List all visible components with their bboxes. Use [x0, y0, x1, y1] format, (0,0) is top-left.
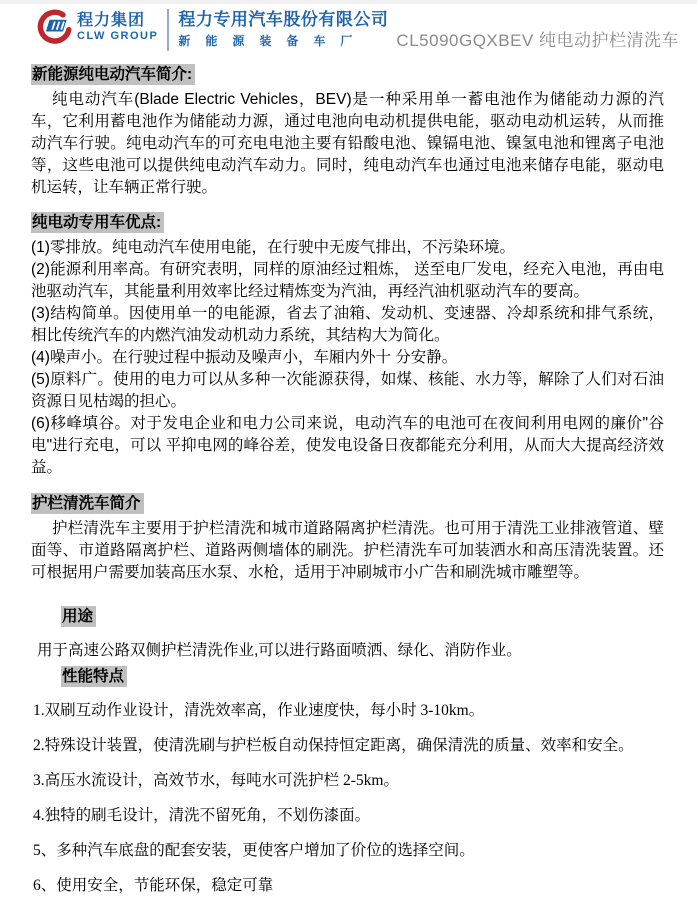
section-usage [61, 606, 664, 627]
clw-logo-icon [36, 9, 72, 45]
company-name: 程力专用汽车股份有限公司 [178, 10, 389, 29]
logo-text [77, 12, 158, 43]
section-heading-washer-intro: 护栏清洗车简介 [31, 493, 144, 514]
company-block [178, 9, 388, 49]
features-heading: 性能特点 [61, 666, 127, 687]
logo-company-short: 程力集团 [77, 11, 146, 29]
section-ev-intro [31, 64, 664, 85]
logo-group-name: CLW GROUP [77, 29, 159, 42]
product-title: CL5090GQXBEV 纯电动护栏清洗车 [396, 31, 679, 50]
feature-item-4: 4.独特的刷毛设计，清洗不留死角，不划伤漆面。 [33, 807, 371, 824]
clw-logo [36, 9, 158, 45]
advantage-item-1: (1)零排放。纯电动汽车使用电能，在行驶中无废气排出，不污染环境。 [31, 239, 515, 256]
feature-item-3: 3.高压水流设计，高效节水，每吨水可洗护栏 2-5km。 [33, 772, 399, 789]
feature-item-1: 1.双刷互动作业设计，清洗效率高，作业速度快，每小时 3-10km。 [33, 702, 485, 719]
feature-item-6: 6、使用安全，节能环保，稳定可靠 [33, 877, 274, 894]
advantage-item-2: (2)能源利用率高。有研究表明，同样的原油经过粗炼， 送至电厂发电，经充入电池，再由电池驱动汽车，其能量利用效率比经过精炼变为汽油，再经汽油机驱动汽车的要高。 [31, 261, 664, 300]
header-divider [167, 9, 169, 51]
section-washer-intro [31, 493, 664, 514]
feature-item-2: 2.特殊设计装置，使清洗刷与护栏板自动保持恒定距离，确保清洗的质量、效率和安全。 [33, 737, 634, 754]
company-subtitle: 新能源装备车厂 [178, 34, 368, 48]
usage-paragraph: 用于高速公路双侧护栏清洗作业,可以进行路面喷洒、绿化、消防作业。 [37, 642, 522, 659]
section-features [61, 666, 664, 687]
document-body [31, 64, 664, 898]
usage-heading: 用途 [61, 606, 96, 627]
advantage-item-3: (3)结构简单。因使用单一的电能源，省去了油箱、发动机、变速器、冷却系统和排气系统，相比传统汽车的内燃汽油发动机动力系统，其结构大为简化。 [31, 305, 664, 344]
advantage-item-5: (5)原料广。使用的电力可以从多种一次能源获得，如煤、核能、水力等，解除了人们对石油资源日见枯竭的担心。 [31, 371, 664, 410]
feature-item-5: 5、多种汽车底盘的配套安装，更使客户增加了价位的选择空间。 [33, 842, 475, 859]
section-heading-ev-intro: 新能源纯电动汽车简介: [31, 64, 195, 85]
advantage-item-6: (6)移峰填谷。对于发电企业和电力公司来说，电动汽车的电池可在夜间利用电网的廉价"谷电"进行充电，可以 平抑电网的峰谷差，使发电设备日夜都能充分利用，从而大大提高经济效益。 [31, 415, 664, 476]
section-advantages [31, 212, 664, 233]
top-edge-strip [0, 0, 697, 4]
section-heading-advantages: 纯电动专用车优点: [31, 212, 164, 233]
features-list [31, 699, 664, 898]
washer-intro-paragraph: 护栏清洗车主要用于护栏清洗和城市道路隔离护栏清洗。也可用于清洗工业排液管道、壁面等、市道路隔离护栏、道路两侧墙体的刷洗。护栏清洗车可加装洒水和高压清洗装置。还可根据用户需要加装高压水泵、水枪，适用于冲刷城市小广告和刷洗城市雕塑等。 [31, 520, 664, 581]
ev-intro-paragraph: 纯电动汽车(Blade Electric Vehicles，BEV)是一种采用单一蓄电池作为储能动力源的汽车，它利用蓄电池作为储能动力源，通过电池向电动机提供电能，驱动电动机运转，从而推动汽车行驶。纯电动汽车的可充电电池主要有铅酸电池、镍镉电池、镍氢电池和锂离子电池等，这些电池可以提供纯电动汽车动力。同时，纯电动汽车也通过电池来储存电能，驱动电机运转，让车辆正常行驶。 [31, 91, 664, 196]
advantage-item-4: (4)噪声小。在行驶过程中振动及噪声小，车厢内外十 分安静。 [31, 349, 458, 366]
page-header [36, 9, 679, 57]
